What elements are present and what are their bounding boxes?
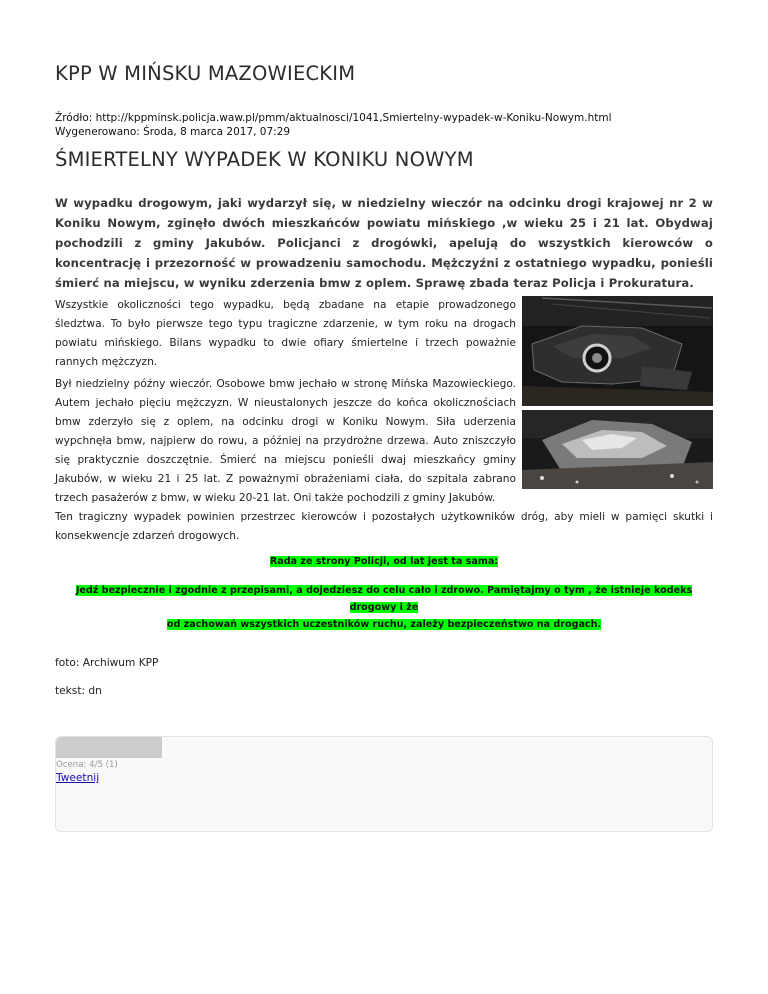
advice-line-1: Jedź bezpiecznie i zgodnie z przepisami, a dojedziesz do celu cało i zdrowo. Pamiętajmy o tym , że istnieje kodeks drogowy i że (75, 585, 693, 613)
photo-credit: foto: Archiwum KPP (55, 657, 159, 669)
rating-box (55, 736, 713, 832)
advice-text (55, 582, 713, 633)
advice-heading (0, 556, 768, 567)
article-paragraph-2: Był niedzielny późny wieczór. Osobowe bmw jechało w stronę Mińska Mazowieckiego. Autem jechało pięciu mężczyzn. W nieustalonych jeszcze do końca okolicznościach bmw zderzyło się z oplem, na odcinku drogi w Koniku Nowym. Siła uderzenia wypchnęła bmw, najpierw do rowu, a później na przydrożne drzewa. Auto zniszczyło się praktycznie doszczętnie. Śmierć na miejscu ponieśli dwaj mieszkańcy gminy Jakubów, w wieku 21 i 25 lat. Z poważnymi obrażeniami ciała, do szpitala zabrano trzech pasażerów z bmw, w wieku 20-21 lat. Oni także pochodzili z gminy Jakubów. (55, 378, 516, 504)
accident-photo-2 (522, 410, 713, 489)
article-paragraph-1: Wszystkie okoliczności tego wypadku, będą zbadane na etapie prowadzonego śledztwa. To było pierwsze tego typu tragiczne zdarzenie, w tym roku na drogach powiatu mińskiego. Bilans wypadku to dwie ofiary śmiertelne i trzech poważnie rannych mężczyzn. (55, 299, 516, 368)
source-url: Źródło: http://kppminsk.policja.waw.pl/pmm/aktualnosci/1041,Smiertelny-wypadek-w-Koniku-Nowym.html (55, 112, 612, 124)
text-credit: tekst: dn (55, 685, 102, 697)
rating-label: Ocena: 4/5 (1) (56, 760, 118, 770)
generated-date: Wygenerowano: Środa, 8 marca 2017, 07:29 (55, 126, 291, 138)
advice-heading-text: Rada ze strony Policji, od lat jest ta sama: (269, 556, 499, 567)
site-title: KPP W MIŃSKU MAZOWIECKIM (55, 62, 356, 85)
tweet-link[interactable]: Tweetnij (56, 772, 100, 784)
rating-stars[interactable] (56, 737, 162, 758)
article-paragraph-3: Ten tragiczny wypadek powinien przestrzec kierowców i pozostałych użytkowników dróg, aby mieli w pamięci skutki i konsekwencje zdarzeń drogowych. (55, 511, 713, 542)
source-meta (55, 111, 612, 139)
article-title: ŚMIERTELNY WYPADEK W KONIKU NOWYM (55, 148, 474, 171)
article-lead: W wypadku drogowym, jaki wydarzył się, w niedzielny wieczór na odcinku drogi krajowej nr 2 w Koniku Nowym, zginęło dwóch mieszkańców powiatu mińskiego ,w wieku 25 i 21 lat. Obydwaj pochodzili z gminy Jakubów. Policjanci z drogówki, apelują do wszystkich kierowców o koncentrację i przezorność w prowadzeniu samochodu. Mężczyźni z ostatniego wypadku, ponieśli śmierć na miejscu, w wyniku zderzenia bmw z oplem. Sprawę zbada teraz Policja i Prokuratura. (55, 196, 713, 290)
accident-photo-1 (522, 296, 713, 406)
advice-line-2: od zachowań wszystkich uczestników ruchu, zależy bezpieczeństwo na drogach. (166, 619, 602, 630)
